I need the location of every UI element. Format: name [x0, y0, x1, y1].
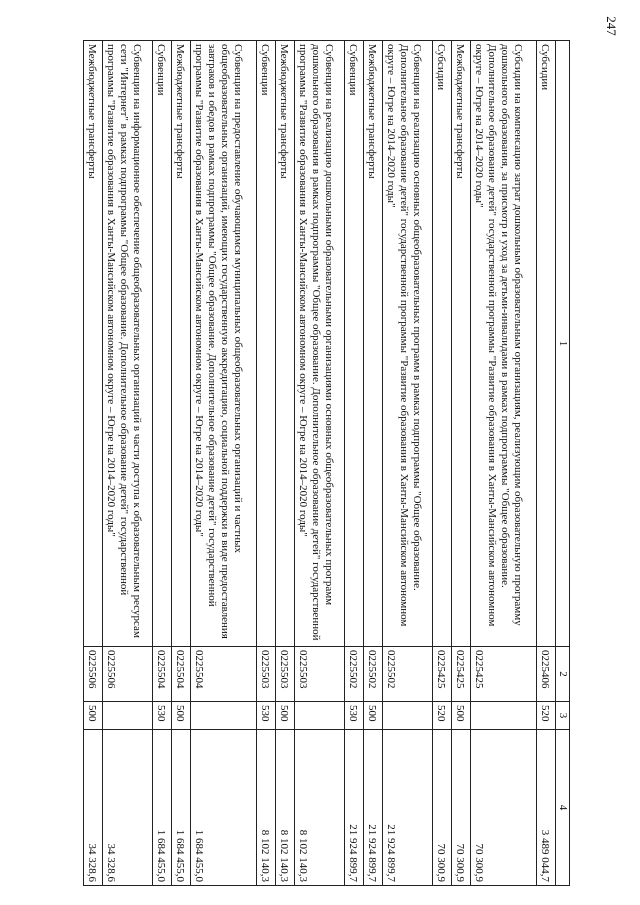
row-sum-cell: 70 300,9 [433, 730, 452, 886]
table-row [536, 41, 555, 886]
rotated-table-container [83, 40, 570, 885]
table-row [295, 41, 345, 886]
row-name-cell: Субвенции на реализацию основных общеобразовательных программ в рамках подпрограммы "Общее образование. Дополнительное образование детей" государственной программы "Развитие образования в Ханты-Мансийском автономном округе – Югре на 2014–2020 годы" [383, 41, 433, 647]
row-sum-cell: 70 300,9 [452, 730, 471, 886]
row-sum-cell: 1 684 455,0 [153, 730, 172, 886]
row-sum-cell: 8 102 140,3 [276, 730, 295, 886]
table-row [153, 41, 172, 886]
row-code-cell: 0225425 [433, 647, 452, 702]
row-sum-cell: 21 924 899,7 [383, 730, 433, 886]
row-name-cell: Межбюджетные трансферты [452, 41, 471, 647]
row-name-cell: Межбюджетные трансферты [84, 41, 103, 647]
row-sum-cell: 3 489 044,7 [536, 730, 555, 886]
table-row [276, 41, 295, 886]
table-row [191, 41, 257, 886]
row-type-cell: 520 [536, 702, 555, 730]
row-code-cell: 0225502 [383, 647, 433, 702]
row-sum-cell: 70 300,9 [471, 730, 537, 886]
row-type-cell: 500 [364, 702, 383, 730]
header-col-4: 4 [556, 730, 570, 886]
row-type-cell: 530 [345, 702, 364, 730]
row-code-cell: 0225504 [172, 647, 191, 702]
table-row [433, 41, 452, 886]
page-number: 247 [603, 16, 619, 36]
row-type-cell: 500 [452, 702, 471, 730]
row-name-cell: Субсидии [536, 41, 555, 647]
row-name-cell: Субвенции на информационное обеспечение общеобразовательных организаций в части доступа к образовательным ресурсам сети "Интернет" в рамках подпрограммы "Общее образование. Дополнительное образование детей" государственной программы "Развитие образования в Ханты-Мансийском автономном округе – Югре на 2014–2020 годы" [103, 41, 153, 647]
row-type-cell [383, 702, 433, 730]
table-row [364, 41, 383, 886]
row-type-cell [103, 702, 153, 730]
row-name-cell: Межбюджетные трансферты [364, 41, 383, 647]
row-name-cell: Субвенции на реализацию дошкольными образовательными организациями основных общеобразовательных программ дошкольного образования в рамках подпрограммы "Общее образование. Дополнительное образование детей" государственной программы "Развитие образования в Ханты-Мансийском автономном округе – Югре на 2014–2020 годы" [295, 41, 345, 647]
row-name-cell: Субсидии на компенсацию затрат дошкольным образовательным организациям, реализующим образовательную программу дошкольного образования, за присмотр и уход за детьми-инвалидами в рамках подпрограммы "Общее образование. Дополнительное образование детей" государственной программы "Развитие образования в Ханты-Мансийском автономном округе – Югре на 2014–2020 годы" [471, 41, 537, 647]
table-row [84, 41, 103, 886]
header-col-3: 3 [556, 702, 570, 730]
row-code-cell: 0225503 [276, 647, 295, 702]
row-code-cell: 0225425 [471, 647, 537, 702]
row-name-cell: Субвенции [153, 41, 172, 647]
table-header-row [556, 41, 570, 886]
row-code-cell: 0225502 [364, 647, 383, 702]
row-type-cell: 500 [276, 702, 295, 730]
row-type-cell: 500 [84, 702, 103, 730]
row-code-cell: 0225425 [452, 647, 471, 702]
row-code-cell: 0225504 [191, 647, 257, 702]
header-col-1: 1 [556, 41, 570, 647]
row-type-cell: 520 [433, 702, 452, 730]
row-sum-cell: 1 684 455,0 [191, 730, 257, 886]
row-name-cell: Межбюджетные трансферты [276, 41, 295, 647]
row-type-cell [295, 702, 345, 730]
row-name-cell: Субсидии [433, 41, 452, 647]
row-name-cell: Субвенции на предоставление обучающимся муниципальных общеобразовательных организаций и частных общеобразовательных организаций, имеющих государственную аккредитацию, социальной поддержки в виде предоставления завтраков и обедов в рамках подпрограммы "Общее образование. Дополнительное образование детей" государственной программы "Развитие образования в Ханты-Мансийском автономном округе – Югре на 2014–2020 годы" [191, 41, 257, 647]
row-sum-cell: 8 102 140,3 [295, 730, 345, 886]
row-sum-cell: 34 328,6 [84, 730, 103, 886]
table-row [103, 41, 153, 886]
row-code-cell: 0225504 [153, 647, 172, 702]
row-sum-cell: 34 328,6 [103, 730, 153, 886]
table-body [84, 41, 556, 886]
table-row [256, 41, 275, 886]
row-code-cell: 0225503 [256, 647, 275, 702]
row-sum-cell: 1 684 455,0 [172, 730, 191, 886]
table-row [383, 41, 433, 886]
row-type-cell: 500 [172, 702, 191, 730]
row-type-cell [191, 702, 257, 730]
row-type-cell [471, 702, 537, 730]
table-row [345, 41, 364, 886]
row-code-cell: 0225506 [103, 647, 153, 702]
table-row [452, 41, 471, 886]
row-code-cell: 0225406 [536, 647, 555, 702]
row-name-cell: Межбюджетные трансферты [172, 41, 191, 647]
row-type-cell: 530 [256, 702, 275, 730]
header-col-2: 2 [556, 647, 570, 702]
row-type-cell: 530 [153, 702, 172, 730]
row-name-cell: Субвенции [345, 41, 364, 647]
row-sum-cell: 21 924 899,7 [364, 730, 383, 886]
row-name-cell: Субвенции [256, 41, 275, 647]
row-sum-cell: 21 924 899,7 [345, 730, 364, 886]
row-code-cell: 0225506 [84, 647, 103, 702]
row-code-cell: 0225503 [295, 647, 345, 702]
row-sum-cell: 8 102 140,3 [256, 730, 275, 886]
budget-table [83, 40, 570, 886]
table-row [471, 41, 537, 886]
table-row [172, 41, 191, 886]
row-code-cell: 0225502 [345, 647, 364, 702]
